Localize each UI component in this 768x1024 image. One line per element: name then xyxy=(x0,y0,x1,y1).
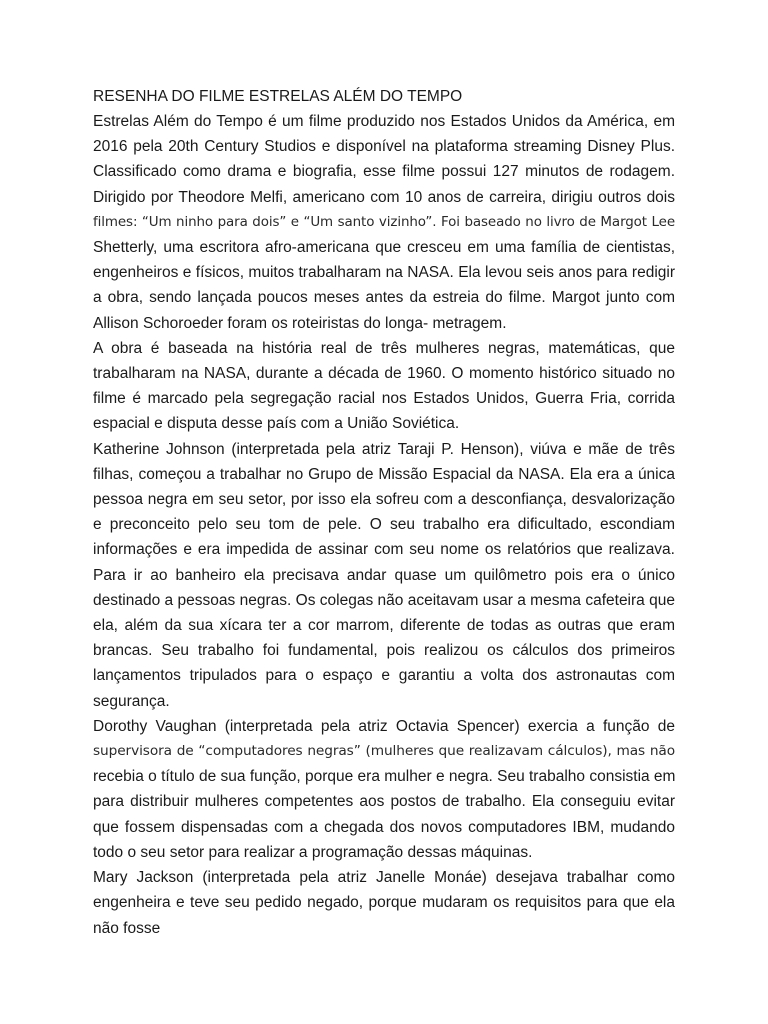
text-line: Dirigido por Theodore Melfi, americano com 10 anos de carreira, dirigiu outros dois xyxy=(93,188,675,206)
paragraph-katherine-johnson xyxy=(93,437,675,714)
text-line: Mary Jackson (interpretada pela atriz Janelle Monáe) desejava trabalhar como xyxy=(93,869,675,887)
text-line: filmes: “Um ninho para dois” e “Um santo vizinho”. Foi baseado no livro de Margot Lee xyxy=(93,214,675,230)
text-line: Para ir ao banheiro ela precisava andar quase um quilômetro pois era o único xyxy=(93,566,675,584)
text-line: ela, além da sua xícara ter a cor marrom, diferente de todas as outras que eram xyxy=(93,617,675,635)
paragraph-mary-jackson xyxy=(93,865,675,941)
text-line: que fossem dispensadas com a chegada dos novos computadores IBM, mudando xyxy=(93,818,675,836)
text-line: supervisora de “computadores negras” (mulheres que realizavam cálculos), mas não xyxy=(93,743,675,760)
text-line: Katherine Johnson (interpretada pela atriz Taraji P. Henson), viúva e mãe de três xyxy=(93,440,675,458)
text-line: pessoa negra em seu setor, por isso ela sofreu com a desconfiança, desvalorização xyxy=(93,491,675,509)
text-line: espacial e disputa desse país com a União Soviética. xyxy=(93,415,460,433)
text-line: filhas, começou a trabalhar no Grupo de Missão Espacial da NASA. Ela era a única xyxy=(93,465,675,483)
text-line: destinado a pessoas negras. Os colegas não aceitavam usar a mesma cafeteira que xyxy=(93,591,675,609)
text-line: engenheira e teve seu pedido negado, porque mudaram os requisitos para que ela xyxy=(93,894,675,912)
text-line: informações e era impedida de assinar com seu nome os relatórios que realizava. xyxy=(93,541,675,559)
text-line: brancas. Seu trabalho foi fundamental, pois realizou os cálculos dos primeiros xyxy=(93,642,675,660)
text-line: A obra é baseada na história real de três mulheres negras, matemáticas, que xyxy=(93,339,675,357)
text-line: segurança. xyxy=(93,692,170,710)
document-page xyxy=(93,84,675,941)
text-line: Estrelas Além do Tempo é um filme produzido nos Estados Unidos da América, em xyxy=(93,113,675,130)
document-title: RESENHA DO FILME ESTRELAS ALÉM DO TEMPO xyxy=(93,88,463,105)
paragraph-dorothy-vaughan xyxy=(93,714,675,865)
text-line: Allison Schoroeder foram os roteiristas do longa- metragem. xyxy=(93,314,507,332)
text-line: e preconceito pelo seu tom de pele. O seu trabalho era dificultado, escondiam xyxy=(93,516,675,534)
text-line: Shetterly, uma escritora afro-americana que cresceu em uma família de cientistas, xyxy=(93,239,675,257)
text-line: não fosse xyxy=(93,919,161,937)
text-line: engenheiros e físicos, muitos trabalharam na NASA. Ela levou seis anos para redigir xyxy=(93,264,675,282)
text-line: todo o seu setor para realizar a programação dessas máquinas. xyxy=(93,843,533,861)
text-line: Classificado como drama e biografia, esse filme possui 127 minutos de rodagem. xyxy=(93,163,675,181)
paragraph-historical-context xyxy=(93,336,675,437)
text-line: Dorothy Vaughan (interpretada pela atriz Octavia Spencer) exercia a função de xyxy=(93,717,675,735)
paragraph-film-overview xyxy=(93,109,675,336)
text-line: 2016 pela 20th Century Studios e disponível na plataforma streaming Disney Plus. xyxy=(93,138,675,156)
text-line: filme é marcado pela segregação racial nos Estados Unidos, Guerra Fria, corrida xyxy=(93,390,675,408)
text-line: recebia o título de sua função, porque era mulher e negra. Seu trabalho consistia em xyxy=(93,768,676,786)
text-line: lançamentos tripulados para o espaço e garantiu a volta dos astronautas com xyxy=(93,667,675,685)
text-line: a obra, sendo lançada poucos meses antes da estreia do filme. Margot junto com xyxy=(93,289,675,307)
text-line: trabalharam na NASA, durante a década de 1960. O momento histórico situado no xyxy=(93,365,675,383)
text-line: para distribuir mulheres competentes aos postos de trabalho. Ela conseguiu evitar xyxy=(93,793,675,811)
